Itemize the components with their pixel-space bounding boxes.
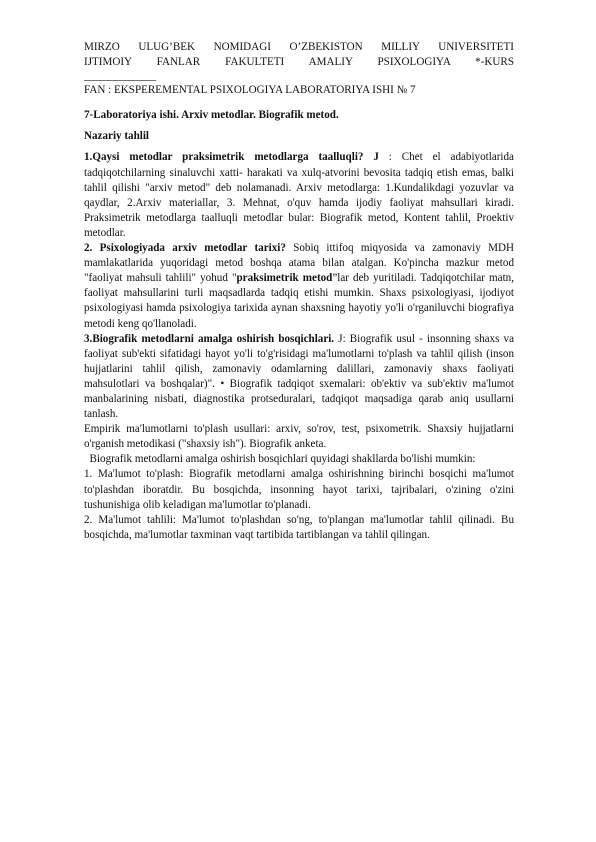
stages-intro-paragraph: Biografik metodlarni amalga oshirish bosqichlari quyidagi shakllarda bo'lishi mumkin: (84, 453, 476, 466)
document-page (84, 40, 514, 543)
section-subtitle: Nazariy tahlil (84, 130, 150, 143)
header-block (84, 40, 514, 98)
lab-title: 7-Laboratoriya ishi. Arxiv metodlar. Biografik metod. (84, 109, 339, 122)
stage-1-paragraph: 1. Ma'lumot to'plash: Biografik metodlarni amalga oshirishning birinchi bosqichi ma'lumot to'plashdan iboratdir. Bu bosqichda, insonning hayot tarixi, tajribalari, o'zining o'zini tushunishiga olib keladigan ma'lumotlar to'planadi. (84, 468, 514, 511)
question-2-bold-term: praksimetrik metod (236, 272, 333, 285)
question-2-heading: 2. Psixologiyada arxiv metodlar tarixi? (84, 242, 286, 255)
question-2-paragraph (84, 241, 514, 332)
empirik-paragraph: Empirik ma'lumotlarni to'plash usullari: arxiv, so'rov, test, psixometrik. Shaxsiy hujjatlarni o'rganish metodikasi ("shaxsiy ish"). Biografik anketa. (84, 423, 514, 451)
question-2-answer-part-b: ”lar deb yuritiladi. Tadqiqotchilar matn, faoliyat mahsullarini turli maqsadlarda tadqiq etishi mumkin. Shaxs psixologiyasi, ijodiyot psixologiyasi hamda psixologiya tarixida aynan shaxsning hayotiy yo'li o'rganiluvchi biografiya metodi keng qo'llanoladi. (84, 272, 514, 330)
faculty-line: IJTIMOIY FANLAR FAKULTETI AMALIY PSIXOLOGIYA *-KURS (84, 56, 514, 69)
question-3-heading: 3.Biografik metodlarni amalga oshirish bosqichlari. (84, 332, 335, 345)
question-1-heading: 1.Qaysi metodlar praksimetrik metodlarga taalluqli? J (84, 151, 379, 164)
question-1-answer: : Chet el adabiyotlarida tadqiqotchilarning sinaluvchi xatti- harakati va xulq-atvorini bevosita tadqiq etish emas, balki tahlil qilishi "arxiv metod" deb nolamanadi. Arxiv metodlarga: 1.Kundalikdagi yozuvlar va qaydlar, 2.Arxiv materiallar, 3. Mehnat, o'quv hamda ijodiy faoliyat mahsullari kiradi. Praksimetrik metodlarga taalluqli metodlar bular: Biografik metod, Kontent tahlil, Proektiv metodlar. (84, 151, 514, 239)
university-line: MIRZO ULUG’BEK NOMIDAGI O’ZBEKISTON MILLIY UNIVERSITETI (84, 41, 514, 53)
question-3-answer: J: Biografik usul - insonning shaxs va faoliyat sub'ekti sifatidagi hayot yo'li to'g'risidagi ma'lumotlarni to'plash va tahlil qilish (inson hujjatlarini tahlil qilish, zamonaviy odamlarning dalillari, zamonaviy shaxs faoliyati mahsulotlari va boshqalar)". • Biografik tadqiqot sxemalari: ob'ektiv va sub'ektiv ma'lumot manbalarining nisbati, diagnostika protseduralari, tadqiqot maqsadiga qarab aniq usullarni tanlash. (84, 332, 515, 421)
blank-line: _____________ (84, 70, 157, 83)
question-2-answer-part-a: Sobiq ittifoq miqyosida va zamonaviy MDH mamlakatlarida yuqoridagi metod boshqa atama bilan atalgan. Ko'pincha mazkur metod "faoliyat mahsuli tahlili" yohud " (84, 242, 514, 285)
stage-2-paragraph: 2. Ma'lumot tahlili: Ma'lumot to'plashdan so'ng, to'plangan ma'lumotlar tahlil qilinadi. Bu bosqichda, ma'lumotlar taxminan vaqt tartibida tartiblangan va tahlil qilingan. (84, 513, 514, 541)
subject-line: FAN : EKSPEREMENTAL PSIXOLOGIYA LABORATORIYA ISHI № 7 (84, 84, 416, 97)
question-1-paragraph (84, 150, 514, 241)
question-3-paragraph (84, 332, 514, 423)
